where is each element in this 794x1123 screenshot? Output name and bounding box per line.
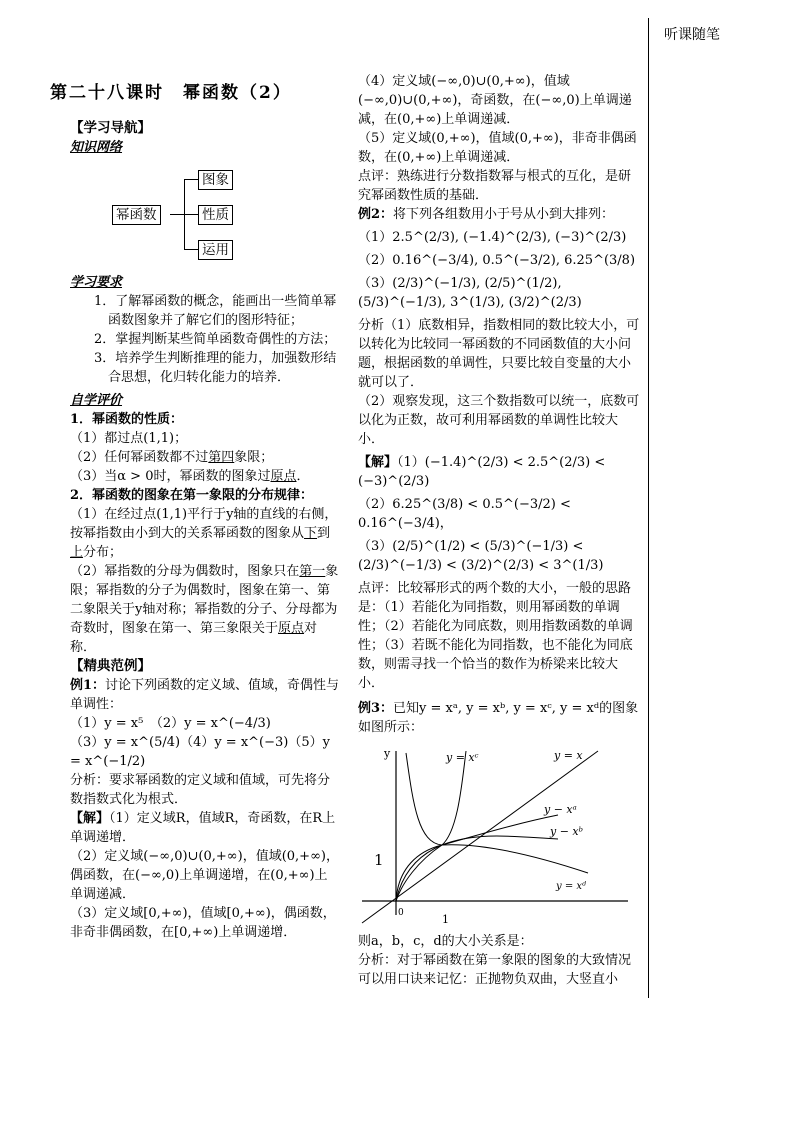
graph-svg xyxy=(358,743,638,928)
property-1: （1）都过点(1,1)； xyxy=(70,431,188,446)
margin-note-label: 听课随笔 xyxy=(664,27,720,43)
example-2-item-3: （3）(2/3)^(−1/3), (2/5)^(1/2), (5/3)^(−1/3), 3^(1/3), (3/2)^(2/3) xyxy=(358,276,582,310)
label-b: y − xᵇ xyxy=(550,825,584,838)
example-2-sol-1: 【解】（1）(−1.4)^(2/3) < 2.5^(2/3) < (−3)^(2/3) xyxy=(358,455,606,489)
example-1-sol-1: 【解】（1）定义域R，值域R，奇函数，在R上单调递增． xyxy=(70,811,336,845)
left-column xyxy=(50,80,340,942)
example-3: 例3：已知y = xᵃ, y = xᵇ, y = xᶜ, y = xᵈ的图象如图所示： xyxy=(358,701,639,735)
distribution-1: （1）在经过点(1,1)平行于y轴的直线的右侧，按幂指数由小到大的关系幂函数的图象从下到上分布； xyxy=(70,507,338,560)
example-2-sol-2: （2）6.25^(3/8) < 0.5^(−3/2) < 0.16^(−3/4)， xyxy=(358,497,571,531)
example-1-comment: 点评：熟练进行分数指数幂与根式的互化，是研究幂函数性质的基础． xyxy=(358,169,632,203)
example-2-comment: 点评：比较幂形式的两个数的大小，一般的思路是：（1）若能化为同指数，则用幂函数的单调性；（2）若能化为同底数，则用指数函数的单调性；（3）若既不能化为同指数，也不能化为同底数，则需寻找一个恰当的数作为桥梁来比较大小． xyxy=(358,581,633,691)
example-2-analysis-2: （2）观察发现，这三个数指数可以统一，底数可以化为正数，故可利用幂函数的单调性比较大小． xyxy=(358,394,640,447)
property-3: （3）当α > 0时，幂函数的图象过原点． xyxy=(70,469,310,484)
tree-root: 幂函数 xyxy=(112,205,161,225)
example-1-sol-2: （2）定义域(−∞,0)∪(0,+∞)，值域(0,+∞)，偶函数，在(−∞,0)上单调递增，在(0,+∞)上单调递减． xyxy=(70,849,339,902)
requirement-1: 1．了解幂函数的概念，能画出一些简单幂函数图象并了解它们的图形特征； xyxy=(94,294,337,328)
blank-quadrant: 第四 xyxy=(208,450,235,465)
example-2-analysis-1: 分析（1）底数相异，指数相同的数比较大小，可以转化为比较同一幂函数的不同函数值的大小问题，根据函数的单调性，只要比较自变量的大小就可以了． xyxy=(358,318,640,390)
origin-label: 0 xyxy=(398,908,404,918)
example-1-funcs-a: （1）y = x⁵ （2）y = x^(−4/3) xyxy=(70,716,271,731)
requirement-3: 3．培养学生判断推理的能力，加强数形结合思想，化归转化能力的培养． xyxy=(94,351,337,385)
power-function-graph xyxy=(358,743,638,928)
example-2: 例2：将下列各组数用小于号从小到大排列： xyxy=(358,207,615,222)
distribution-title: 2．幂函数的图象在第一象限的分布规律： xyxy=(70,488,314,503)
property-2: （2）任何幂函数都不过第四象限； xyxy=(70,450,274,465)
blank-origin: 原点 xyxy=(270,469,297,484)
label-d: y = xᵈ xyxy=(556,881,587,892)
example-1-analysis: 分析：要求幂函数的定义域和值域，可先将分数指数式化为根式． xyxy=(70,773,331,807)
example-3-question: 则a，b，c，d的大小关系是： xyxy=(358,934,533,949)
requirements-heading: 学习要求 xyxy=(70,275,123,290)
label-a: y − xᵃ xyxy=(544,803,577,816)
tree-branch-graph: 图象 xyxy=(198,170,233,190)
network-heading: 知识网络 xyxy=(70,140,123,155)
one-y-label: 1 xyxy=(374,851,384,869)
example-1-sol-5: （5）定义域(0,+∞)，值域(0,+∞)，非奇非偶函数，在(0,+∞)上单调递减． xyxy=(358,131,637,165)
label-line: y = x xyxy=(554,749,583,762)
example-2-item-1: （1）2.5^(2/3), (−1.4)^(2/3), (−3)^(2/3) xyxy=(358,230,627,245)
property-title: 1．幂函数的性质： xyxy=(70,412,184,427)
curve-c xyxy=(396,751,466,901)
tree-branch-application: 运用 xyxy=(198,240,233,260)
examples-heading: 【精典范例】 xyxy=(70,658,151,674)
example-1-sol-3: （3）定义域[0,+∞)，值域[0,+∞)，偶函数，非奇非偶函数，在[0,+∞)上单调递增． xyxy=(70,906,336,940)
example-2-item-2: （2）0.16^(−3/4), 0.5^(−3/2), 6.25^(3/8) xyxy=(358,253,636,268)
tree-branch-property: 性质 xyxy=(198,205,233,225)
self-eval-heading: 自学评价 xyxy=(70,393,123,408)
guide-heading: 【学习导航】 xyxy=(70,120,151,136)
requirement-2: 2．掌握判断某些简单函数奇偶性的方法； xyxy=(94,332,337,347)
label-c: y = xᶜ xyxy=(446,751,479,764)
one-x-label: 1 xyxy=(442,913,449,926)
margin-divider xyxy=(648,18,649,998)
page-title: 第二十八课时 幂函数（2） xyxy=(50,83,292,103)
y-axis-label: y xyxy=(384,747,391,760)
knowledge-tree xyxy=(70,163,340,265)
distribution-2: （2）幂指数的分母为偶数时，图象只在第一象限；幂指数的分子为偶数时，图象在第一、第二象限关于y轴对称；幂指数的分子、分母都为奇数时，图象在第一、第三象限关于原点对称． xyxy=(70,564,339,655)
right-column xyxy=(358,72,640,989)
example-1: 例1：讨论下列函数的定义域、值域，奇偶性与单调性： xyxy=(70,678,340,712)
example-1-sol-4: （4）定义域(−∞,0)∪(0,+∞)，值域(−∞,0)∪(0,+∞)，奇函数，在(−∞,0)上单调递减，在(0,+∞)上单调递减． xyxy=(358,74,632,127)
example-2-sol-3: （3）(2/5)^(1/2) < (5/3)^(−1/3) < (2/3)^(−1/3) < (3/2)^(2/3) < 3^(1/3) xyxy=(358,539,604,573)
example-3-analysis: 分析：对于幂函数在第一象限的图象的大致情况可以用口诀来记忆：正抛物负双曲，大竖直小 xyxy=(358,953,632,987)
example-1-funcs-b: （3）y = x^(5/4)（4）y = x^(−3)（5）y = x^(−1/2) xyxy=(70,735,330,769)
